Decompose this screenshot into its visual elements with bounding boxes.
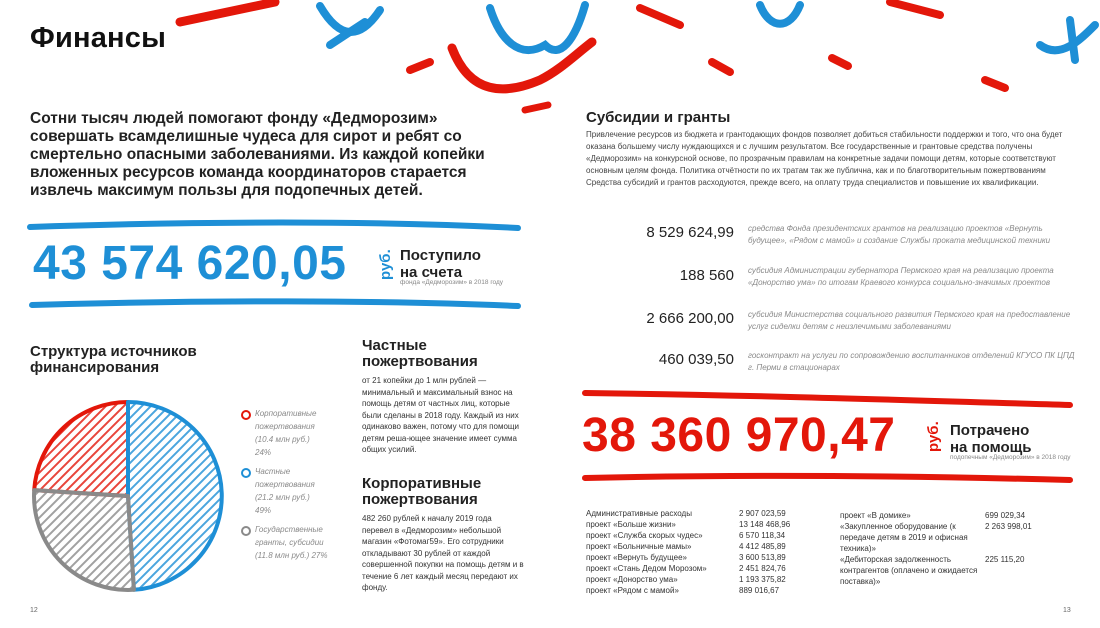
blue-underline-top: [30, 223, 518, 228]
received-currency: руб.: [377, 249, 394, 280]
blue-stroke: [760, 5, 800, 24]
expense-row: [586, 563, 826, 574]
expense-name: проект «Донорство ума»: [586, 575, 678, 584]
private-title: [362, 338, 478, 370]
expense-value: 2 907 023,59: [739, 509, 786, 518]
expense-value: 6 570 118,34: [739, 531, 786, 540]
legend-corporate-amount: (10.4 млн руб.): [255, 435, 310, 444]
expense-name: «Закупленное оборудование (к передаче детям в 2019 и офисная техника)»: [840, 522, 968, 553]
blue-stroke: [490, 5, 585, 50]
page-title: Финансы: [30, 22, 167, 54]
page-number-right: 13: [1063, 607, 1071, 614]
red-stroke: [890, 2, 940, 15]
pie-slice-government: [34, 490, 134, 590]
red-stroke: [640, 8, 680, 25]
legend-blue-dot-icon: [241, 468, 251, 478]
received-note: фонда «Дедморозим» в 2018 году: [400, 279, 504, 286]
expense-row: [840, 554, 1080, 587]
private-title-line1: Частные: [362, 337, 427, 354]
red-underline-bottom: [585, 476, 1070, 480]
expense-name: Административные расходы: [586, 509, 692, 518]
expense-value: 2 263 998,01: [985, 522, 1032, 531]
expenses-right-list: [840, 510, 1080, 587]
expense-row: [840, 510, 1080, 521]
expense-name: проект «Вернуть будущее»: [586, 553, 687, 562]
private-title-line2: пожертвования: [362, 353, 478, 370]
blue-stroke: [320, 6, 380, 32]
expense-row: [586, 541, 826, 552]
grant-description: госконтракт на услуги по сопровождению воспитанников отделений КГУСО ПК ЦПД г. Перми в стационарах: [748, 351, 1075, 372]
spent-label: [950, 422, 1032, 456]
corporate-text: 482 260 рублей к началу 2019 года перевел в «Дедморозим» небольшой магазин «Фотомаг59». Его сотрудники откладывают 30 рублей от каждой совершенной покупки на помощь детям и в течение 6 лет каждый месяц передают их фонду.: [362, 514, 524, 592]
grant-description: средства Фонда президентских грантов на реализацию проектов «Вернуть будущее», «Рядом с мамой» и создание Службы проката медицинской техники: [748, 224, 1051, 245]
grant-amount: 2 666 200,00: [646, 310, 734, 327]
red-stroke: [180, 2, 275, 22]
legend-corporate-share: 24%: [255, 448, 272, 457]
page-number-left: 12: [30, 607, 38, 614]
expense-row: [586, 585, 826, 596]
expense-name: проект «Служба скорых чудес»: [586, 531, 703, 540]
legend-gray-dot-icon: [241, 526, 251, 536]
legend-private-amount: (21.2 млн руб.): [255, 493, 310, 502]
received-amount: 43 574 620,05: [33, 237, 347, 290]
grant-description: субсидия Министерства социального развития Пермского края на предоставление услуг сиделки детям с неизлечимыми заболеваниями: [748, 310, 1071, 331]
expense-row: [586, 574, 826, 585]
subsidies-text: Привлечение ресурсов из бюджета и грантодающих фондов позволяет добиться стабильности поддержки и того, что она будет оказана большему числу нуждающихся и с лучшим результатом. Все государственные и грантовые средства получены «Дедморозим» на конкурсной основе, по прозрачным правилам на конкретные задачи помощи детям, которые соответствуют основным целям фонда. Политика отчётности по их тратам так же публична, как и по благотворительным пожертвованиям Средства субсидий и грантов расходуются, прежде всего, на оплату труда специалистов и повышение их квалификации.: [586, 130, 1063, 187]
expense-value: 889 016,67: [739, 586, 780, 595]
corporate-title-line2: пожертвования: [362, 491, 478, 508]
expense-name: проект «Рядом с мамой»: [586, 586, 679, 595]
expenses-left-list: [586, 508, 826, 596]
red-stroke: [985, 80, 1005, 88]
received-label-line2: на счета: [400, 264, 463, 281]
legend-red-dot-icon: [241, 410, 251, 420]
legend-government-amount: (11.8 млн руб.) 27%: [255, 551, 328, 560]
expense-name: проект «В домике»: [840, 511, 911, 520]
expense-row: [586, 552, 826, 563]
grant-description: субсидия Администрации губернатора Пермского края на реализацию проекта «Донорство ума» по итогам Краевого конкурса социально-значимых проектов: [748, 266, 1054, 287]
spent-label-line1: Потрачено: [950, 422, 1030, 439]
red-stroke: [712, 62, 730, 72]
spent-currency: руб.: [925, 421, 942, 452]
legend: [240, 407, 340, 563]
grant-amount: 460 039,50: [658, 351, 734, 368]
subsidies-title: Субсидии и гранты: [586, 109, 731, 126]
grant-amount: 188 560: [679, 267, 734, 284]
legend-private-name: Частные пожертвования: [255, 467, 315, 489]
blue-underline-bottom: [32, 301, 518, 306]
grant-amount: 8 529 624,99: [646, 224, 734, 241]
red-stroke: [525, 105, 548, 110]
expense-value: 225 115,20: [985, 555, 1025, 564]
spent-amount: 38 360 970,47: [582, 409, 896, 462]
expense-name: проект «Больше жизни»: [586, 520, 676, 529]
expense-row: [586, 508, 826, 519]
expense-value: 1 193 375,82: [739, 575, 786, 584]
corporate-title-line1: Корпоративные: [362, 475, 482, 492]
legend-item-private: [240, 465, 340, 523]
expense-value: 3 600 513,89: [739, 553, 786, 562]
expense-value: 4 412 485,89: [739, 542, 786, 551]
legend-item-government: [240, 523, 340, 563]
red-stroke: [832, 58, 848, 66]
spent-note: подопечным «Дедморозим» в 2018 году: [950, 454, 1071, 461]
private-text: от 21 копейки до 1 млн рублей — минимальный и максимальный взнос на помощь детям от частных лиц, которые были сделаны в 2018 году. Каждый из них одинаково важен, потому что для помощи детям реша-ющее значение имеет сумма общих усилий.: [362, 376, 519, 454]
expense-row: [586, 519, 826, 530]
funding-pie-chart: [28, 396, 228, 596]
expense-row: [840, 521, 1080, 554]
expense-name: проект «Стань Дедом Морозом»: [586, 564, 707, 573]
expense-row: [586, 530, 826, 541]
structure-title: [30, 344, 197, 376]
legend-private-share: 49%: [255, 506, 272, 515]
corporate-title: [362, 476, 481, 508]
received-label: [400, 247, 481, 281]
red-underline-top: [585, 393, 1070, 405]
structure-title-line2: финансирования: [30, 359, 160, 376]
expense-value: 699 029,34: [985, 511, 1026, 520]
expense-name: «Дебиторская задолженность контрагентов (оплачено и ожидается поставка)»: [840, 555, 978, 586]
structure-title-line1: Структура источников: [30, 343, 197, 360]
red-stroke: [410, 62, 430, 70]
spent-label-line2: на помощь: [950, 439, 1032, 456]
legend-government-name: Государственные гранты, субсидии: [255, 525, 324, 547]
expense-value: 2 451 824,76: [739, 564, 786, 573]
received-label-line1: Поступило: [400, 247, 481, 264]
legend-corporate-name: Корпоративные пожертвования: [255, 409, 317, 431]
legend-item-corporate: [240, 407, 340, 465]
blue-stroke: [1040, 20, 1095, 60]
intro-text: Сотни тысяч людей помогают фонду «Дедморозим» совершать всамделишные чудеса для сирот и ребят со смертельно опасными заболеваниями. Из каждой копейки вложенных ресурсов команда координаторов старается извлечь максимум пользы для подопечных детей.: [30, 110, 485, 199]
expense-value: 13 148 468,96: [739, 520, 791, 529]
expense-name: проект «Больничные мамы»: [586, 542, 692, 551]
